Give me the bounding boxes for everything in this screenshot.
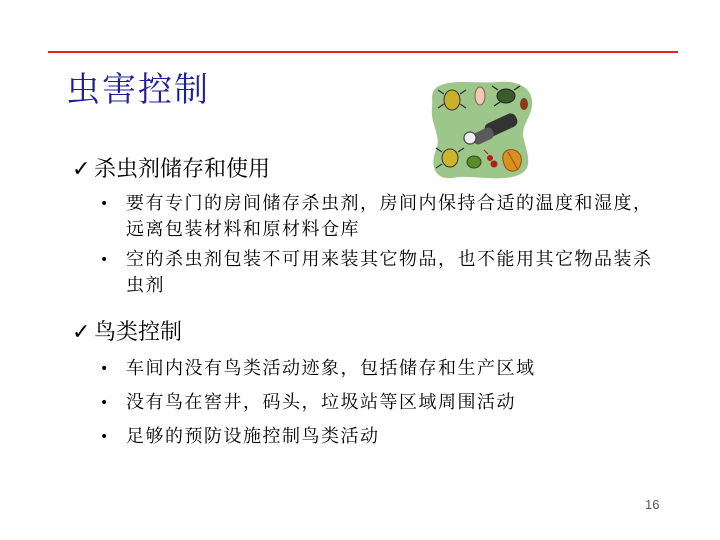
bullet-dot-icon: • [100, 429, 110, 445]
checkmark-icon: ✓ [72, 320, 91, 345]
section-bird-control [72, 318, 656, 458]
bullet-dot-icon: • [100, 395, 110, 411]
section-heading-text: 鸟类控制 [94, 320, 183, 345]
list-item-text: 没有鸟在窖井，码头，垃圾站等区域周围活动 [126, 392, 516, 413]
list-item-text: 车间内没有鸟类活动迹象，包括储存和生产区域 [126, 358, 536, 379]
section-pesticide [72, 155, 656, 303]
list-item [100, 424, 656, 450]
section-heading [72, 318, 656, 348]
list-item-text: 要有专门的房间储存杀虫剂，房间内保持合适的温度和湿度，远离包装材料和原材料仓库 [126, 193, 653, 240]
bullet-list [72, 356, 656, 450]
page-number: 16 [645, 497, 660, 512]
list-item [100, 356, 656, 382]
bullet-dot-icon: • [100, 252, 110, 268]
list-item-text: 空的杀虫剂包装不可用来装其它物品，也不能用其它物品装杀虫剂 [126, 249, 653, 296]
section-heading-text: 杀虫剂储存和使用 [94, 157, 271, 182]
section-heading [72, 155, 656, 185]
checkmark-icon: ✓ [72, 157, 91, 182]
bullet-dot-icon: • [100, 361, 110, 377]
list-item [100, 191, 656, 243]
slide-title: 虫害控制 [66, 70, 210, 110]
bullet-list [72, 191, 656, 299]
list-item-text: 足够的预防设施控制鸟类活动 [126, 426, 380, 447]
list-item [100, 390, 656, 416]
bullet-dot-icon: • [100, 196, 110, 212]
list-item [100, 247, 656, 299]
top-divider [48, 51, 678, 53]
